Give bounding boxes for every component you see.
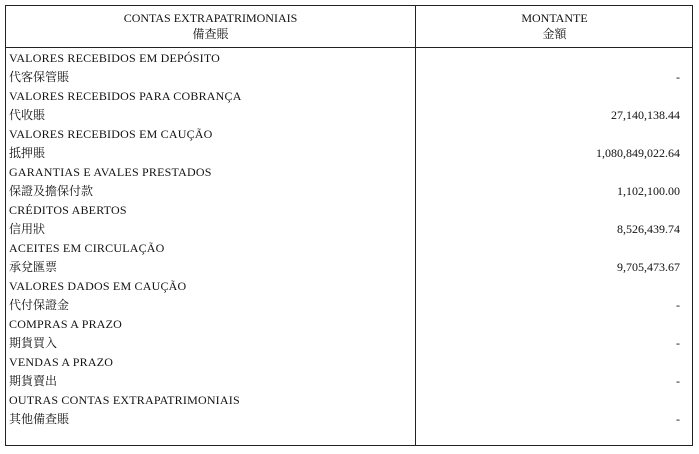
section-row <box>6 49 692 68</box>
amount-value: - <box>676 70 680 84</box>
section-row <box>6 239 692 258</box>
section-label: VALORES RECEBIDOS EM DEPÓSITO <box>9 51 221 65</box>
account-label-zh: 其他備查賬 <box>9 412 70 426</box>
account-label-zh: 信用狀 <box>9 222 46 236</box>
header-amount-zh: 金額 <box>542 27 567 41</box>
table-row <box>6 144 692 163</box>
table-body <box>6 49 692 429</box>
section-row <box>6 277 692 296</box>
section-row <box>6 201 692 220</box>
amount-value: 1,080,849,022.64 <box>596 146 680 160</box>
amount-value: 9,705,473.67 <box>617 260 680 274</box>
table-row <box>6 106 692 125</box>
header-amount <box>416 6 693 47</box>
amount-value: 8,526,439.74 <box>617 222 680 236</box>
amount-value: - <box>676 298 680 312</box>
section-label: VALORES DADOS EM CAUÇÃO <box>9 279 187 293</box>
header-accounts <box>6 6 415 47</box>
account-label-zh: 期貨賣出 <box>9 374 58 388</box>
section-row <box>6 315 692 334</box>
account-label-zh: 抵押賬 <box>9 146 46 160</box>
account-label-zh: 代收賬 <box>9 108 46 122</box>
header-amount-pt: MONTANTE <box>521 11 588 25</box>
amount-value: - <box>676 374 680 388</box>
section-label: OUTRAS CONTAS EXTRAPATRIMONIAIS <box>9 393 240 407</box>
section-label: VALORES RECEBIDOS PARA COBRANÇA <box>9 89 242 103</box>
table-row <box>6 296 692 315</box>
account-label-zh: 期貨買入 <box>9 336 58 350</box>
section-label: COMPRAS A PRAZO <box>9 317 123 331</box>
section-row <box>6 125 692 144</box>
table-row <box>6 220 692 239</box>
section-row <box>6 163 692 182</box>
account-label-zh: 承兌匯票 <box>9 260 58 274</box>
amount-value: 27,140,138.44 <box>611 108 680 122</box>
table-row <box>6 68 692 87</box>
amount-value: - <box>676 336 680 350</box>
amount-value: - <box>676 412 680 426</box>
account-label-zh: 代付保證金 <box>9 298 70 312</box>
amount-value: 1,102,100.00 <box>617 184 680 198</box>
section-row <box>6 87 692 106</box>
account-label-zh: 代客保管賬 <box>9 70 70 84</box>
section-label: GARANTIAS E AVALES PRESTADOS <box>9 165 212 179</box>
section-row <box>6 353 692 372</box>
table-row <box>6 334 692 353</box>
header-accounts-pt: CONTAS EXTRAPATRIMONIAIS <box>123 11 298 25</box>
section-label: ACEITES EM CIRCULAÇÃO <box>9 241 165 255</box>
off-balance-sheet-table <box>5 5 693 446</box>
account-label-zh: 保證及擔保付款 <box>9 184 94 198</box>
section-label: VENDAS A PRAZO <box>9 355 114 369</box>
header-accounts-zh: 備查賬 <box>192 27 229 41</box>
table-row <box>6 372 692 391</box>
table-row <box>6 258 692 277</box>
section-label: CRÉDITOS ABERTOS <box>9 203 127 217</box>
header-divider <box>6 47 692 48</box>
section-row <box>6 391 692 410</box>
section-label: VALORES RECEBIDOS EM CAUÇÃO <box>9 127 213 141</box>
table-row <box>6 182 692 201</box>
table-row <box>6 410 692 429</box>
